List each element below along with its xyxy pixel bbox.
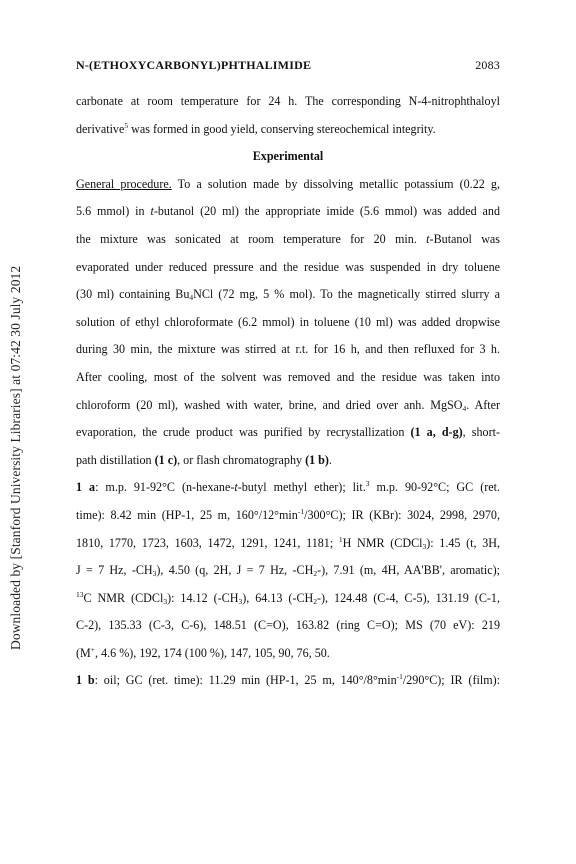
procedure-label: General procedure. xyxy=(76,176,172,191)
text-line: during 30 min, the mixture was stirred at r.t. for 16 h, and then refluxed for 3 h. xyxy=(76,342,500,357)
text-line: 1 a: m.p. 91-92°C (n-hexane-t-butyl methyl ether); lit.$^3$ m.p. 90-92°C; GC (ret. xyxy=(76,479,500,495)
text-line: General procedure. To a solution made by dissolving metallic potassium (0.22 g, xyxy=(76,176,500,191)
text-line: derivative$^5$ was formed in good yield, conserving stereochemical integrity. xyxy=(76,120,436,136)
section-heading: Experimental xyxy=(252,149,324,164)
compound-label-1a: 1 a xyxy=(76,480,96,495)
text-line: 1 b: oil; GC (ret. time): 11.29 min (HP-1, 25 m, $140^\circ/8^\circ\min^{-1}/290^\circ C$); IR (film): xyxy=(76,672,500,688)
download-watermark: Downloaded by [Stanford University Libraries] at 07:42 30 July 2012 xyxy=(8,265,23,650)
text-line: chloroform (20 ml), washed with water, brine, and dried over anh. MgSO$_4$. After xyxy=(76,397,500,413)
text-line: carbonate at room temperature for 24 h. The corresponding N-4-nitrophthaloyl xyxy=(76,94,500,108)
text-line: time): 8.42 min (HP-1, 25 m, $160^\circ/12^\circ\min^{-1}/300^\circ C$); IR (KBr): 3024, 2998, 2970, xyxy=(76,506,500,522)
text-line: After cooling, most of the solvent was removed and the residue was taken into xyxy=(76,369,500,384)
text-line: the mixture was sonicated at room temperature for 20 min. t-Butanol was xyxy=(76,231,500,246)
running-head xyxy=(76,58,500,74)
text-line: 1810, 1770, 1723, 1603, 1472, 1291, 1241, 1181; $^1$H NMR (CDCl$_3$): 1.45 (t, 3H, xyxy=(76,534,500,551)
text-line: solution of ethyl chloroformate (6.2 mmol) in toluene (10 ml) was added dropwise xyxy=(76,314,500,329)
text-line: (30 ml) containing $Bu_4NCl$ (72 mg, 5 % mol). To the magnetically stirred slurry a xyxy=(76,287,500,303)
text-line: evaporated under reduced pressure and the residue was suspended in dry toluene xyxy=(76,259,500,274)
page-number: 2083 xyxy=(475,58,500,72)
text-line: evaporation, the crude product was purified by recrystallization (1 a, d-g), short- xyxy=(76,425,500,440)
text-line: C-2), 135.33 (C-3, C-6), 148.51 (C=O), 163.82 (ring C=O); MS (70 eV): 219 xyxy=(76,618,500,633)
text-line: path distillation (1 c), or flash chromatography (1 b). xyxy=(76,452,332,467)
text-line: 5.6 mmol) in t-butanol (20 ml) the appropriate imide (5.6 mmol) was added and xyxy=(76,204,500,219)
text-line: J = 7 Hz, $-CH_3$), 4.50 (q, 2H, J = 7 Hz, $-CH_2-$), 7.91 (m, 4H, AA'BB', aromatic); xyxy=(76,563,500,579)
article-body xyxy=(76,88,500,695)
text-line: (M+, 4.6 %), 192, 174 (100 %), 147, 105, 90, 76, 50. xyxy=(76,644,330,660)
compound-label-1b: 1 b xyxy=(76,673,95,688)
running-head-title: N-(ETHOXYCARBONYL)PHTHALIMIDE xyxy=(76,58,312,72)
text-line: $^{13}$C NMR (CDCl$_3$): 14.12 $(-CH_3)$, 64.13 $(-CH_2-)$, 124.48 (C-4, C-5), 131.19 (C-1, xyxy=(76,589,500,606)
